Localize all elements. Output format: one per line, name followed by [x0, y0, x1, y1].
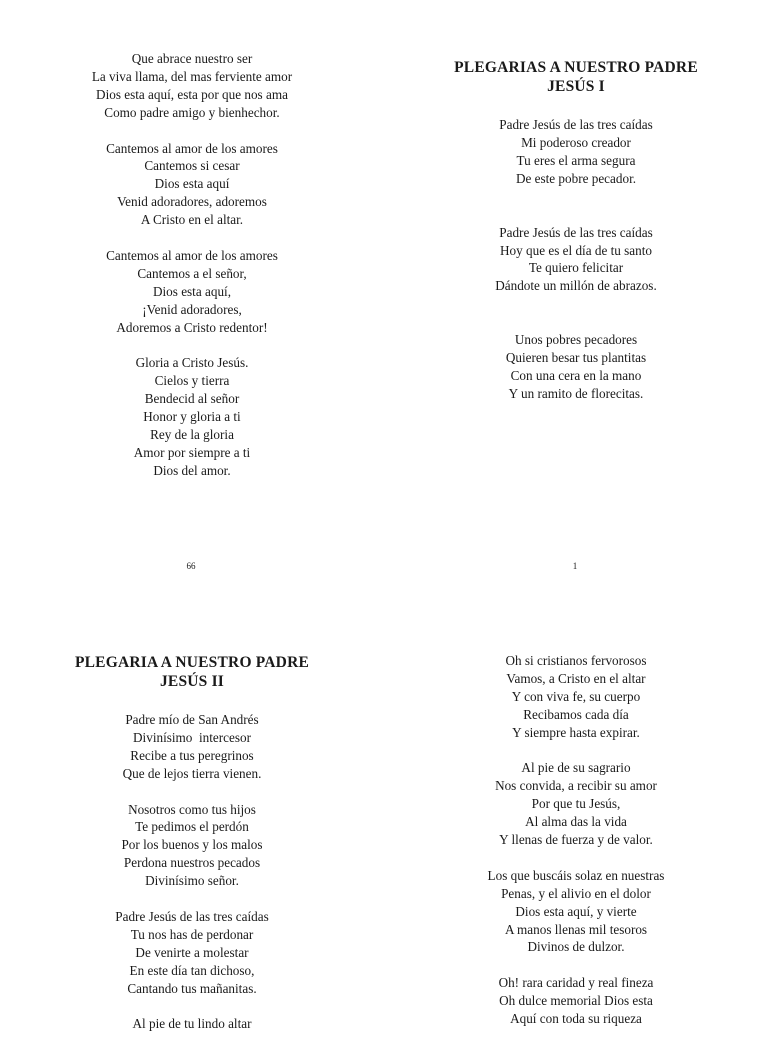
- verse-line: Y con viva fe, su cuerpo: [511, 688, 641, 704]
- verse-line: Padre mío de San Andrés: [125, 712, 259, 727]
- stanza: [0, 247, 384, 337]
- page-66-content: [0, 50, 384, 498]
- verse-line: Por que tu Jesús,: [531, 796, 621, 812]
- verse-line: Dios esta aquí: [154, 176, 230, 192]
- verse-line: Bendecid al señor: [144, 391, 240, 407]
- verse-line: Vamos, a Cristo en el altar: [506, 670, 646, 686]
- stanza: [384, 116, 768, 188]
- verse-line: Mi poderoso creador: [521, 134, 631, 150]
- stanza: [0, 140, 384, 230]
- verse-line: Te quiero felicitar: [528, 260, 624, 276]
- verse-line: Cantemos al amor de los amores: [106, 247, 278, 263]
- verse-line: Oh si cristianos fervorosos: [505, 653, 647, 668]
- verse-line: Divinísimo señor.: [145, 873, 239, 889]
- stanza: [384, 224, 768, 296]
- verse-line: Perdona nuestros pecados: [123, 855, 261, 871]
- stanza: [384, 759, 768, 849]
- page-1-content: [384, 58, 768, 421]
- verse-line: Nosotros como tus hijos: [128, 801, 256, 817]
- verse-line: Oh dulce memorial Dios esta: [499, 993, 653, 1009]
- stanza: [384, 652, 768, 742]
- stanza: [0, 711, 384, 783]
- verse-line: Y siempre hasta expirar.: [512, 724, 640, 740]
- verse-line: Con una cera en la mano: [510, 368, 642, 384]
- page-number: 1: [572, 561, 578, 571]
- verse-line: Que de lejos tierra vienen.: [122, 765, 262, 781]
- verse-line: Te pedimos el perdón: [135, 819, 249, 835]
- verse-line: Honor y gloria a ti: [143, 409, 241, 425]
- stanza: [384, 331, 768, 403]
- verse-line: Tu eres el arma segura: [516, 152, 636, 168]
- verse-line: Venid adoradores, adoremos: [117, 194, 267, 210]
- verse-line: A manos llenas mil tesoros: [504, 921, 648, 937]
- verse-line: Amor por siempre a ti: [133, 444, 251, 460]
- verse-line: Rey de la gloria: [150, 426, 234, 442]
- stanza: [0, 801, 384, 891]
- verse-line: Cantando tus mañanitas.: [127, 980, 257, 996]
- verse-line: De este pobre pecador.: [515, 170, 637, 186]
- verse-line: Penas, y el alivio en el dolor: [501, 885, 651, 901]
- verse-line: Como padre amigo y bienhechor.: [104, 104, 280, 120]
- verse-line: Gloria a Cristo Jesús.: [135, 355, 249, 371]
- verse-line: Padre Jesús de las tres caídas: [499, 224, 653, 240]
- verse-line: Al pie de tu lindo altar: [132, 1016, 252, 1032]
- verse-line: Quieren besar tus plantitas: [505, 350, 647, 366]
- verse-line: Cantemos a el señor,: [137, 265, 247, 281]
- verse-line: La viva llama, del mas ferviente amor: [91, 68, 293, 84]
- verse-line: Cielos y tierra: [154, 373, 230, 389]
- verse-line: Dios esta aquí,: [152, 283, 231, 299]
- verse-line: Al pie de su sagrario: [521, 760, 631, 776]
- page-bottom-left-content: [0, 653, 384, 1051]
- stanza: [0, 1015, 384, 1033]
- title-line: PLEGARIA A NUESTRO PADRE: [74, 654, 310, 671]
- verse-line: Y llenas de fuerza y de valor.: [499, 832, 653, 848]
- verse-line: Dios esta aquí, esta por que nos ama: [96, 86, 288, 102]
- verse-line: Padre Jesús de las tres caídas: [499, 117, 653, 132]
- verse-line: Recibe a tus peregrinos: [130, 747, 254, 763]
- verse-line: De venirte a molestar: [135, 944, 249, 960]
- verse-line: Cantemos al amor de los amores: [106, 140, 278, 156]
- verse-line: Nos convida, a recibir su amor: [495, 778, 657, 794]
- verse-line: Tu nos has de perdonar: [130, 926, 254, 942]
- verse-line: Y un ramito de florecitas.: [508, 385, 644, 401]
- stanza: [0, 354, 384, 479]
- stanza: [0, 50, 384, 122]
- verse-line: Recibamos cada día: [523, 706, 629, 722]
- verse-line: Por los buenos y los malos: [121, 837, 263, 853]
- verse-line: Adoremos a Cristo redentor!: [116, 319, 268, 335]
- stanza: [384, 867, 768, 957]
- verse-line: Dios del amor.: [153, 462, 231, 478]
- stanza: [384, 974, 768, 1028]
- title-line: PLEGARIAS A NUESTRO PADRE: [454, 59, 698, 76]
- verse-line: Los que buscáis solaz en nuestras: [487, 867, 665, 883]
- title-line: JESÚS II: [159, 673, 225, 690]
- verse-line: Al alma das la vida: [525, 814, 627, 830]
- verse-line: Aquí con toda su riqueza: [510, 1011, 642, 1027]
- verse-line: Cantemos si cesar: [144, 158, 240, 174]
- page-title: [0, 653, 384, 691]
- verse-line: ¡Venid adoradores,: [142, 301, 242, 317]
- verse-line: Padre Jesús de las tres caídas: [115, 908, 269, 924]
- page-number: 66: [186, 561, 196, 571]
- verse-line: En este día tan dichoso,: [129, 962, 255, 978]
- verse-line: Oh! rara caridad y real fineza: [498, 975, 654, 991]
- page-bottom-right-content: [384, 652, 768, 1046]
- verse-line: Dándote un millón de abrazos.: [495, 278, 657, 294]
- verse-line: Hoy que es el día de tu santo: [500, 242, 652, 258]
- verse-line: A Cristo en el altar.: [140, 212, 244, 228]
- verse-line: Que abrace nuestro ser: [131, 51, 253, 66]
- verse-line: Divinos de dulzor.: [527, 939, 625, 955]
- stanza: [0, 908, 384, 998]
- verse-line: Unos pobres pecadores: [514, 332, 638, 348]
- verse-line: Dios esta aquí, y vierte: [515, 903, 637, 919]
- page-title: [384, 58, 768, 96]
- title-line: JESÚS I: [547, 78, 605, 95]
- verse-line: Divinísimo intercesor: [133, 729, 251, 745]
